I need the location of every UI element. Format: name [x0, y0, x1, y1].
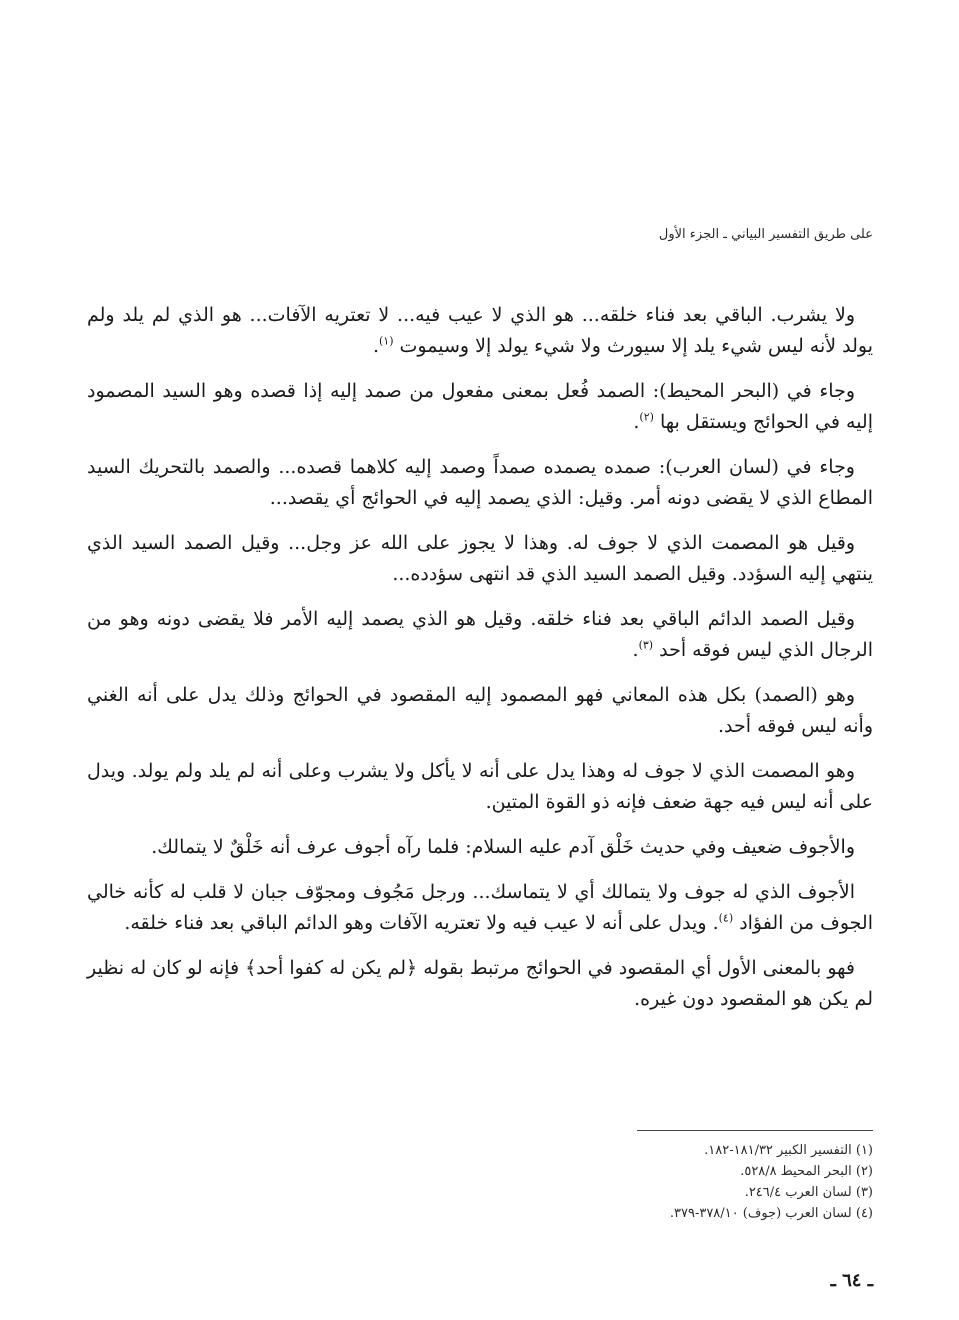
footnote-ref-2: (٢) [639, 410, 654, 424]
footnote-ref-1: (١) [378, 334, 394, 348]
paragraph-6: وهو (الصمد) بكل هذه المعاني فهو المصمود إليه المقصود في الحوائج وذلك يدل على أنه الغني وأنه ليس فوقه أحد. [87, 684, 873, 737]
paragraph-8: والأجوف ضعيف وفي حديث خَلْق آدم عليه السلام: فلما رآه أجوف عرف أنه خَلْقٌ لا يتمالك. [151, 836, 855, 858]
paragraph-9: الأجوف الذي له جوف ولا يتمالك أي لا يتماسك... ورجل مَجُوف ومجوّف جبان لا قلب له كأنه خالي الجوف من الفؤاد $^{(٤)}$. ويدل على أنه لا عيب فيه ولا تعتريه الآفات وهو الدائم الباقي بعد فناء خلقه. [87, 881, 873, 934]
footnote-1: (١) التفسير الكبير ١٨١/٣٢-١٨٢. [704, 1143, 873, 1158]
paragraph-1: ولا يشرب. الباقي بعد فناء خلقه... هو الذي لا عيب فيه... لا تعتريه الآفات... هو الذي لم يلد ولم يولد لأنه ليس شيء يلد إلا سيورث ولا شيء يولد إلا وسيموت $^{(١)}$. [87, 304, 873, 357]
paragraph-7: وهو المصمت الذي لا جوف له وهذا يدل على أنه لا يأكل ولا يشرب وعلى أنه لم يلد ولم يولد. ويدل على أنه ليس فيه جهة ضعف فإنه ذو القوة المتين. [87, 760, 873, 813]
body-text [87, 300, 873, 1029]
paragraph-10: فهو بالمعنى الأول أي المقصود في الحوائج مرتبط بقوله ﴿لم يكن له كفوا أحد﴾ فإنه لو كان له نظير لم يكن هو المقصود دون غيره. [87, 957, 873, 1010]
paragraph-2: وجاء في (البحر المحيط): الصمد فُعل بمعنى مفعول من صمد إليه إذا قصده وهو السيد المصمود إليه في الحوائج ويستقل بها $^{(٢)}$. [87, 380, 873, 433]
footnote-ref-4: (٤) [718, 911, 734, 925]
footnote-2: (٢) البحر المحيط ٥٢٨/٨. [740, 1164, 873, 1179]
page-number: ـ ٦٤ ـ [830, 1270, 873, 1291]
footnote-3: (٣) لسان العرب ٢٤٦/٤. [744, 1185, 873, 1200]
paragraph-5: وقيل الصمد الدائم الباقي بعد فناء خلقه. وقيل هو الذي يصمد إليه الأمر فلا يقضى دونه وهو من الرجال الذي ليس فوقه أحد $^{(٣)}$. [87, 608, 873, 661]
paragraph-4: وقيل هو المصمت الذي لا جوف له. وهذا لا يجوز على الله عز وجل... وقيل الصمد السيد الذي ينتهي إليه السؤدد. وقيل الصمد السيد الذي قد انتهى سؤدده... [87, 532, 873, 585]
footnotes [373, 1140, 873, 1224]
footnote-ref-3: (٣) [638, 638, 654, 652]
paragraph-3: وجاء في (لسان العرب): صمده يصمده صمداً وصمد إليه كلاهما قصده... والصمد بالتحريك السيد المطاع الذي لا يقضى دونه أمر. وقيل: الذي يصمد إليه في الحوائج أي يقصد... [87, 456, 873, 509]
running-header: على طريق التفسير البياني ـ الجزء الأول [658, 227, 873, 242]
footnote-4: (٤) لسان العرب (جوف) ٣٧٨/١٠-٣٧٩. [669, 1206, 873, 1221]
footnote-divider [637, 1130, 873, 1131]
